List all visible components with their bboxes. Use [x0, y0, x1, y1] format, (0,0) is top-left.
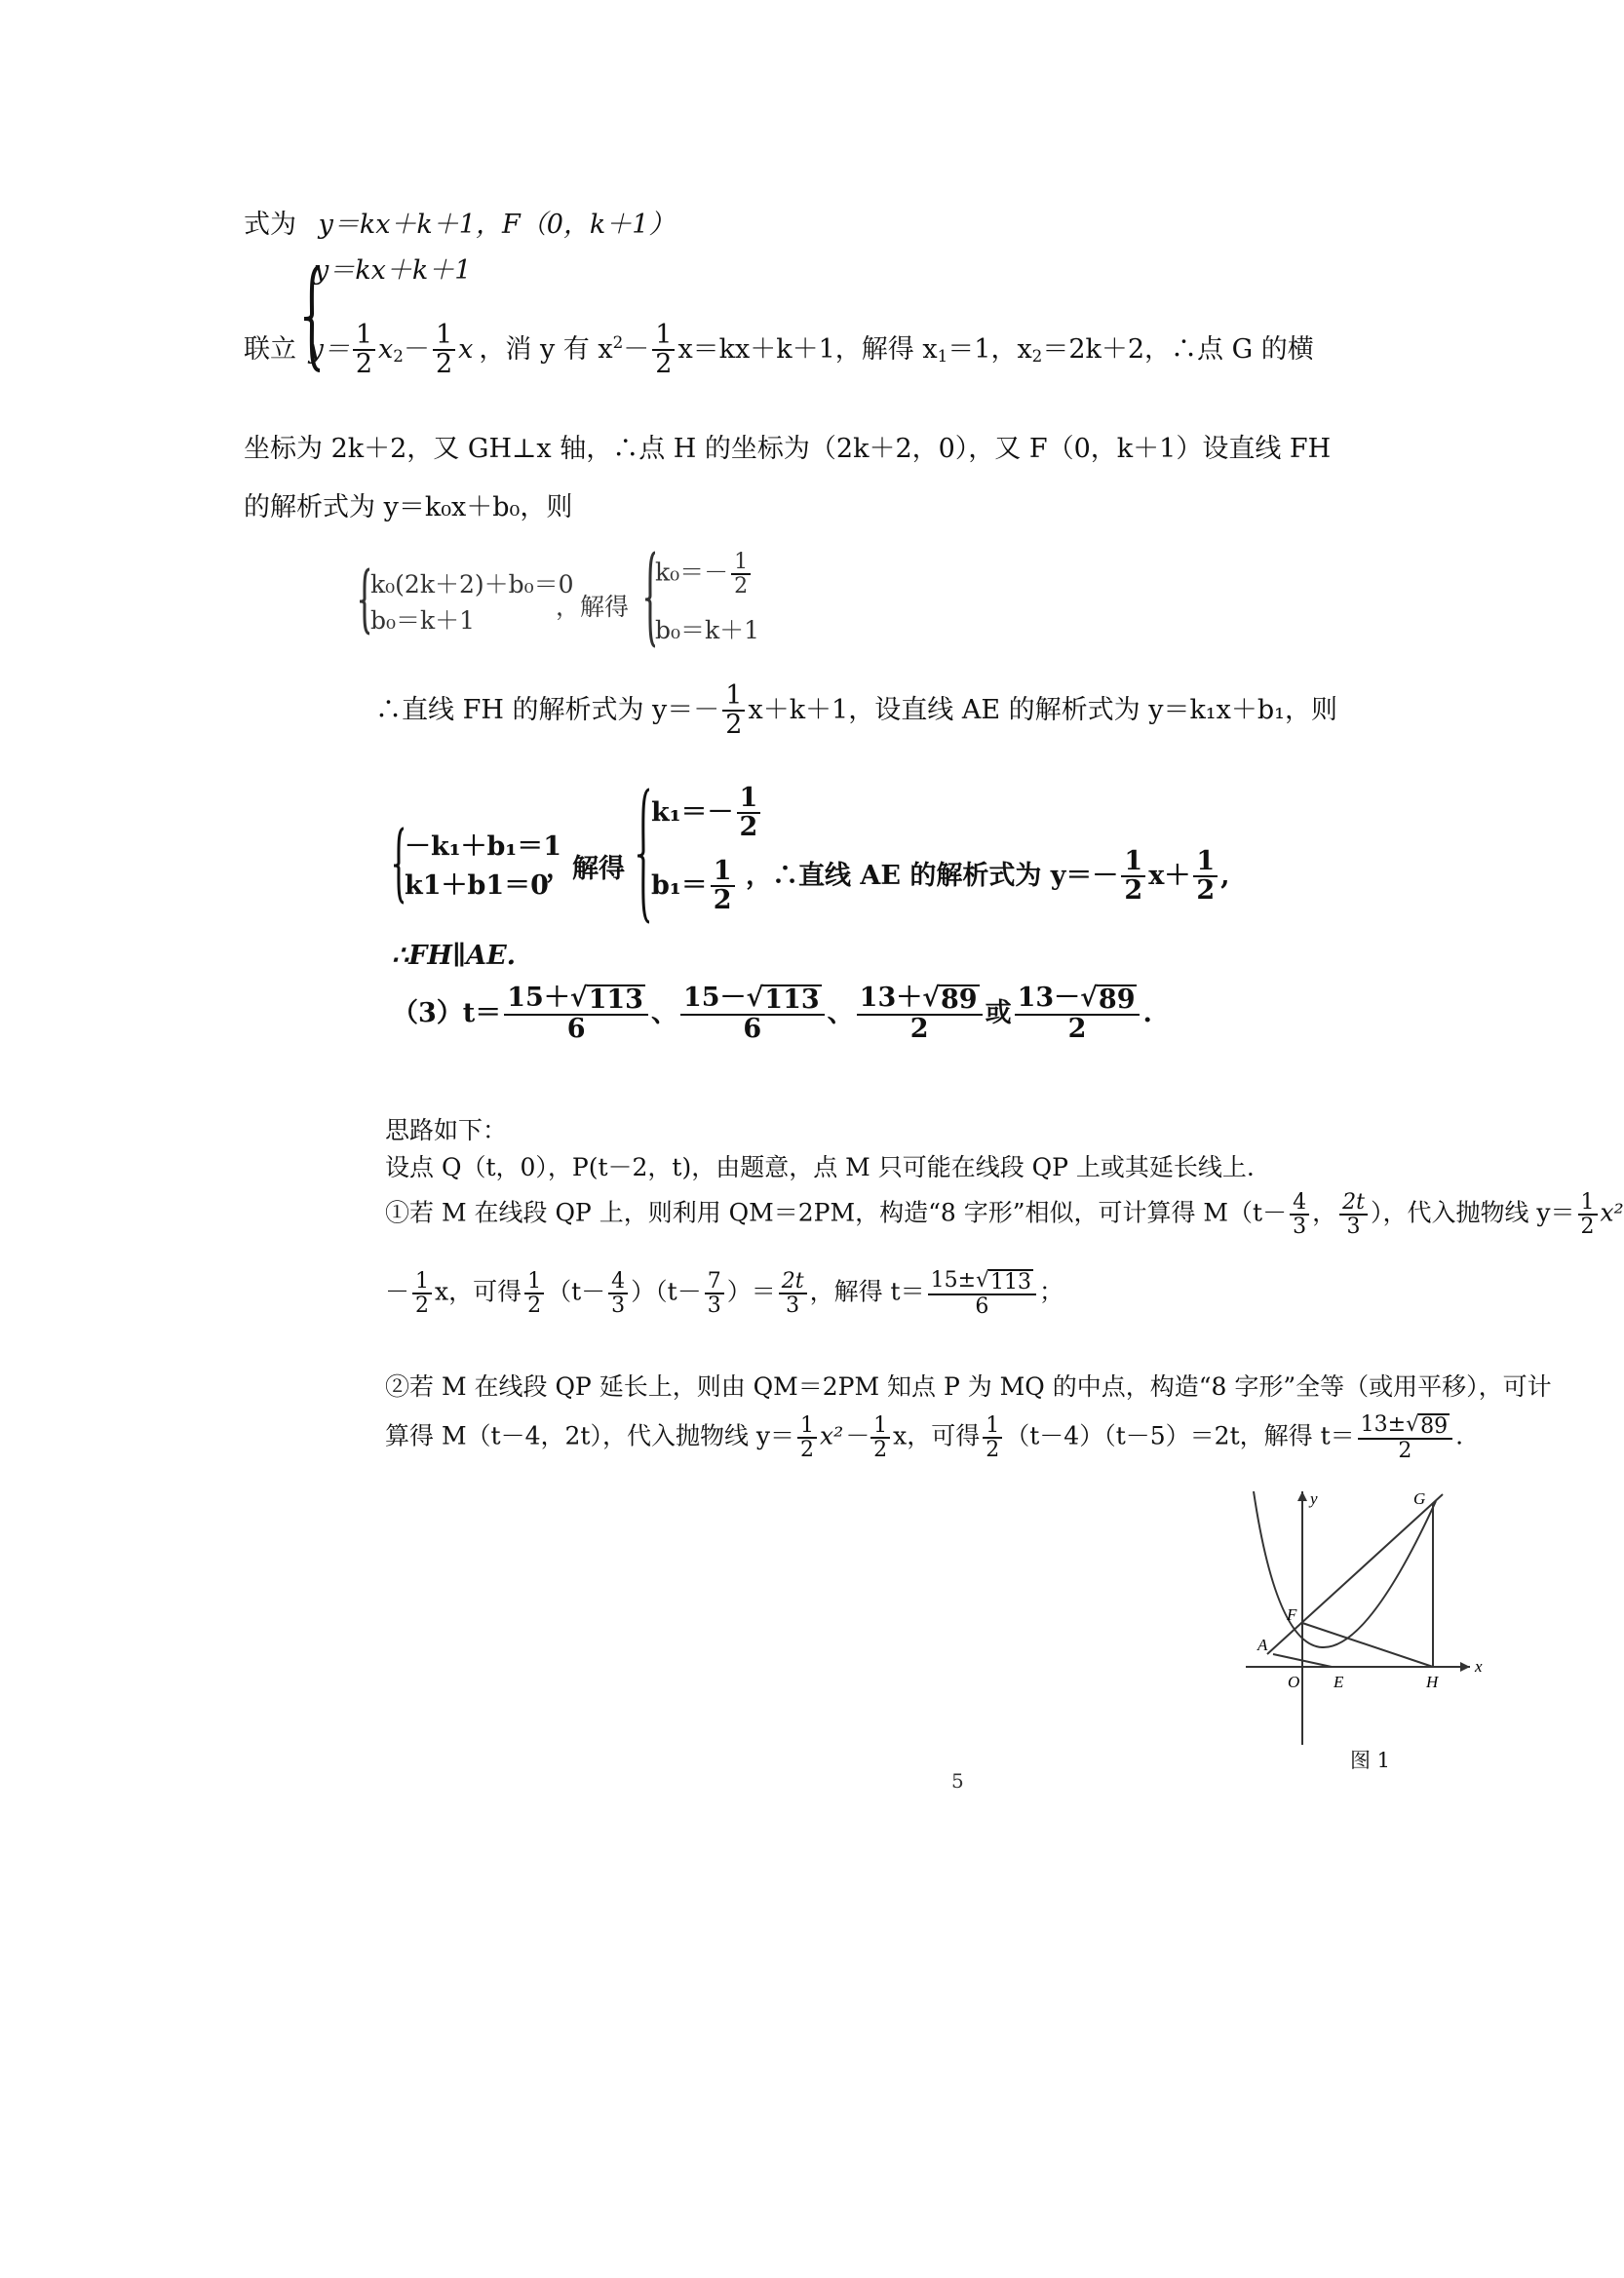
paragraph-5	[385, 1413, 1463, 1462]
fraction-two-t-thirds: $\frac{2t}{3}$	[1339, 1191, 1368, 1238]
sys3-tail-text-2: x＋	[1148, 860, 1191, 891]
brace-5	[636, 788, 651, 928]
sys3-sol-1-text: k₁＝－	[651, 796, 734, 828]
line-5-text-a: ∴直线 FH 的解析式为 y＝－	[375, 694, 720, 725]
line-1-lead: 式为	[244, 210, 296, 240]
period: .	[1455, 1421, 1464, 1450]
label-f: F	[1287, 1605, 1297, 1624]
line-4: 的解析式为 y＝k₀x＋b₀，则	[244, 492, 573, 522]
line-2-text: ＝2k＋2，∴点 G 的横	[1042, 333, 1314, 365]
label-y: y	[1310, 1489, 1318, 1508]
fraction-half: $\frac{1}{2}$	[1193, 848, 1218, 906]
sys3-tail-text: ，∴直线 AE 的解析式为 y＝－	[746, 860, 1119, 891]
sys3-sol-2-text: b₁＝	[651, 869, 708, 901]
t-value-4: 13－ √ 89 2	[1015, 985, 1141, 1044]
system-1-eq-2-lhs: y＝	[308, 333, 350, 365]
t-value-3: 13＋ √ 89 2	[857, 985, 983, 1044]
fraction-four-thirds: $\frac{4}{3}$	[1290, 1191, 1309, 1238]
paragraph-4: ②若 M 在线段 QP 延长上，则由 QM＝2PM 知点 P 为 MQ 的中点，构造“8 字形”全等（或用平移），可计	[385, 1372, 1552, 1401]
p3-text-c: （t－	[547, 1277, 606, 1306]
x-symbol: x	[458, 333, 474, 365]
line-1	[244, 210, 675, 241]
x-symbol: x	[378, 333, 394, 365]
brace-2	[358, 567, 371, 639]
label-x: x	[1475, 1657, 1483, 1676]
comma: ,	[1220, 860, 1230, 891]
fraction-half: $\frac{1}{2}$	[983, 1414, 1002, 1461]
line-5-text-b: x＋k＋1，设直线 AE 的解析式为 y＝k₁x＋b₁，则	[748, 694, 1337, 725]
part-3-label: （3）t＝	[392, 997, 502, 1028]
system-1-row-1	[314, 255, 471, 287]
line-7	[392, 985, 1152, 1044]
brace-4	[392, 827, 406, 908]
label-a: A	[1257, 1636, 1268, 1654]
subscript: 2	[393, 346, 404, 367]
p2-comma: ，	[1312, 1198, 1337, 1227]
system-2-solve-label: ，解得	[556, 593, 630, 621]
fraction-half: $\frac{1}{2}$	[433, 322, 455, 379]
line-6: ∴FH∥AE.	[392, 941, 517, 971]
line-5	[375, 682, 1337, 740]
fraction-half: $\frac{1}{2}$	[722, 682, 745, 740]
paragraph-1: 设点 Q（t，0），P(t－2，t)，由题意，点 M 只可能在线段 QP 上或其延长线上.	[385, 1153, 1255, 1181]
fraction-half: $\frac{1}{2}$	[353, 322, 375, 379]
y-axis-arrow	[1297, 1491, 1307, 1501]
p3-text-d: ）（t－	[631, 1277, 702, 1306]
or-word: 或	[985, 997, 1012, 1028]
fraction-half: $\frac{1}{2}$	[652, 322, 675, 379]
line-2-text: x＝kx＋k＋1，解得 x	[677, 333, 938, 365]
fraction-half: $\frac{1}{2}$	[1121, 848, 1145, 906]
p3-text-b: x，可得	[435, 1277, 522, 1306]
fraction-half: $\frac{1}{2}$	[524, 1270, 544, 1317]
parabola	[1254, 1491, 1436, 1647]
system-2-row-2: b₀＝k＋1	[370, 606, 476, 635]
t-solution-2: 13± √ 89 2	[1358, 1413, 1452, 1462]
fraction-half: $\frac{1}{2}$	[412, 1270, 432, 1317]
p3-text-e: ）＝	[726, 1277, 776, 1306]
separator: 、	[827, 997, 854, 1028]
figure-1	[1246, 1486, 1499, 1750]
t-value-1: 15＋ √ 113 6	[504, 985, 648, 1044]
paragraph-3	[385, 1269, 1063, 1318]
fraction-half: $\frac{1}{2}$	[737, 785, 761, 842]
system-3-solve-label: ，解得	[546, 854, 625, 884]
system-3-row-1: －k₁＋b₁＝1	[405, 831, 562, 862]
subscript: 1	[937, 346, 948, 367]
semicolon: ；	[1039, 1277, 1064, 1306]
segment-fh	[1302, 1623, 1433, 1667]
system-3-sol-1	[651, 785, 763, 842]
x-squared: x²	[1600, 1198, 1624, 1227]
label-h: H	[1426, 1673, 1439, 1691]
system-2-sol-2: b₀＝k＋1	[655, 616, 760, 644]
figure-1-graph	[1246, 1486, 1499, 1750]
fraction-half: $\frac{1}{2}$	[711, 858, 735, 915]
sys2-sol-1-text: k₀＝－	[655, 558, 729, 587]
subscript: 2	[1031, 346, 1043, 367]
p5-text-c: x，可得	[893, 1421, 981, 1450]
x-axis-arrow	[1460, 1662, 1470, 1672]
superscript: 2	[612, 331, 624, 352]
p3-text-f: ，解得 t＝	[809, 1277, 925, 1306]
line-2-text: ＝1，x	[947, 333, 1032, 365]
p2-text-c: ），代入抛物线 y＝	[1370, 1198, 1575, 1227]
thinking-heading: 思路如下：	[385, 1116, 508, 1144]
system-3-row-2: k1＋b1＝0	[405, 870, 549, 901]
label-g: G	[1413, 1489, 1426, 1508]
fraction-four-thirds: $\frac{4}{3}$	[608, 1270, 628, 1317]
line-3: 坐标为 2k＋2，又 GH⊥x 轴，∴点 H 的坐标为（2k＋2，0），又 F（0，k＋1）设直线 FH	[244, 434, 1332, 464]
t-solution-1: 15± √ 113 6	[928, 1269, 1036, 1318]
label-e: E	[1334, 1673, 1344, 1691]
system-1-eq-1: y＝kx＋k＋1	[314, 255, 472, 286]
line-2	[244, 322, 1314, 379]
fraction-half: $\frac{1}{2}$	[1578, 1191, 1598, 1238]
line-2-text: ，消 y 有 x	[479, 333, 613, 365]
label-o: O	[1288, 1673, 1300, 1691]
p5-text-a: 算得 M（t－4，2t），代入抛物线 y＝	[385, 1421, 795, 1450]
p5-text-b: x²－	[820, 1421, 869, 1450]
line-fg	[1267, 1494, 1443, 1654]
figure-caption: 图 1	[1350, 1749, 1391, 1772]
minus-sign: －	[403, 333, 430, 365]
p5-text-d: （t－4）（t－5）＝2t，解得 t＝	[1005, 1421, 1355, 1450]
fraction-seven-thirds: $\frac{7}{3}$	[705, 1270, 724, 1317]
system-2-row-1: k₀(2k＋2)＋b₀＝0	[370, 570, 574, 598]
line-1-eq: y＝kx＋k＋1，F（0，k＋1）	[318, 210, 676, 240]
page-number: 5	[951, 1769, 964, 1793]
system-2-sol-1	[655, 551, 754, 598]
minus-sign: －	[385, 1277, 410, 1306]
period: .	[1142, 997, 1152, 1028]
paragraph-2	[385, 1191, 1624, 1238]
fraction-two-t-thirds: $\frac{2t}{3}$	[779, 1270, 807, 1317]
system-3-sol-2	[651, 858, 738, 915]
p2-text-a: ①若 M 在线段 QP 上，则利用 QM＝2PM，构造“8 字形”相似，可计算得 M（t－	[385, 1198, 1288, 1227]
minus-sign: －	[623, 333, 650, 365]
fraction-half: $\frac{1}{2}$	[731, 551, 751, 598]
t-value-2: 15－ √ 113 6	[680, 985, 825, 1044]
line-2-lead: 联立	[244, 333, 296, 365]
system-3-conclusion	[746, 848, 1230, 906]
fraction-half: $\frac{1}{2}$	[797, 1414, 817, 1461]
fraction-half: $\frac{1}{2}$	[870, 1414, 890, 1461]
separator: 、	[650, 997, 677, 1028]
